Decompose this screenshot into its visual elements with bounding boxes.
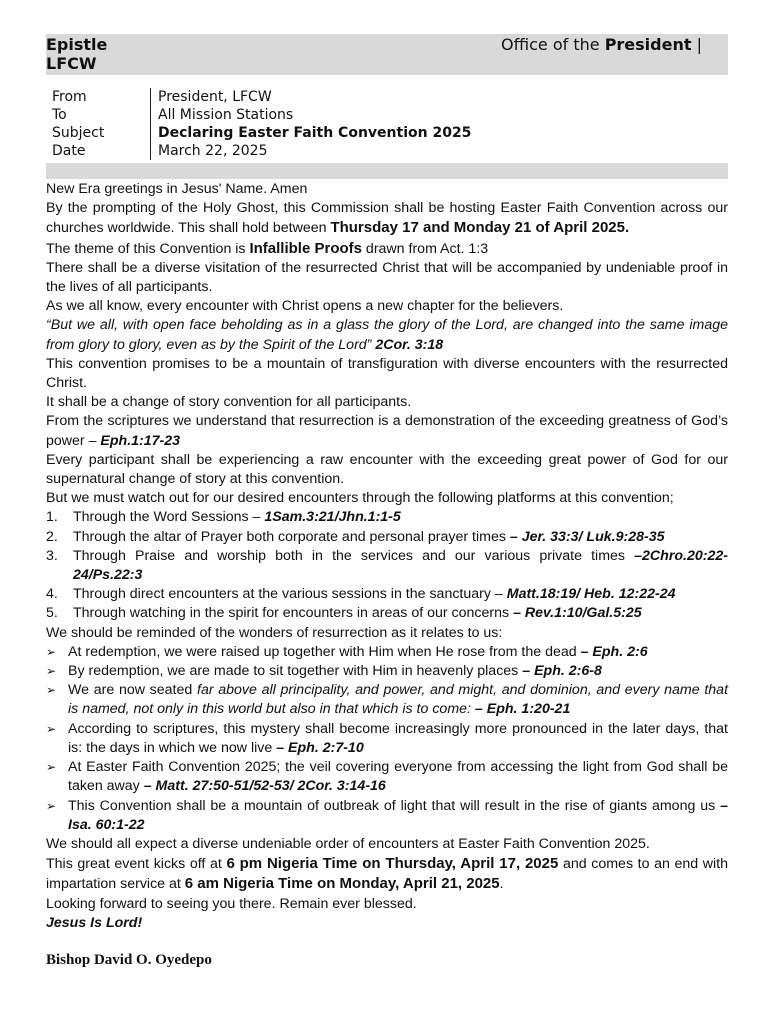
memo-row-subject [52, 124, 728, 142]
scripture-reference: Matt.18:19/ Heb. 12:22-24 [506, 586, 676, 603]
paragraph-text: . [499, 876, 504, 893]
scripture-reference: – Matt. 27:50-51/52-53/ 2Cor. 3:14-16 [143, 778, 386, 795]
list-item [46, 662, 728, 681]
paragraph-theme [46, 239, 728, 259]
scripture-reference: – Eph. 2:6 [580, 643, 648, 660]
arrow-bullet-icon: ➢ [46, 760, 57, 775]
scripture-reference: – Jer. 33:3/ Luk.9:28-35 [509, 528, 665, 545]
scripture-reference: Eph.1:17-23 [100, 432, 181, 449]
end-time: 6 am Nigeria Time on Monday, April 21, 2025 [184, 875, 500, 893]
paragraph-visitation: There shall be a diverse visitation of the resurrected Christ that will be accompanied by undeniable proof in the lives of all participants. [46, 259, 728, 296]
list-item-text: Through Praise and worship both in the services and our various private times [73, 547, 635, 564]
list-item-text: We are now seated [68, 682, 197, 699]
paragraph-text: From the scriptures we understand that resurrection is a demonstration of the exceeding greatness of God’s power – [46, 413, 728, 449]
arrow-bullet-icon: ➢ [46, 664, 57, 679]
paragraph-platforms-intro: But we must watch out for our desired encounters through the following platforms at this convention; [46, 490, 674, 507]
scripture-reference: – Rev.1:10/Gal.5:25 [513, 605, 642, 622]
memo-row-date [52, 142, 728, 160]
list-item [46, 585, 728, 604]
header-office-bold: President [604, 35, 692, 54]
arrow-bullet-icon: ➢ [46, 644, 57, 659]
paragraph-raw-encounter: Every participant shall be experiencing a raw encounter with the exceeding great power of God for our supernatural change of story at this convention. [46, 451, 728, 488]
list-item [46, 508, 728, 527]
wonders-list [46, 643, 728, 835]
scripture-reference: – Eph. 2:7-10 [276, 739, 364, 756]
greeting: New Era greetings in Jesus' Name. Amen [46, 181, 308, 197]
scripture-reference: – Isa. 60:1-22 [68, 797, 728, 833]
list-item [46, 604, 728, 623]
paragraph-text: drawn from Act. 1:3 [361, 240, 489, 257]
header-title-line1: Epistle [46, 35, 108, 54]
scripture-reference: – Eph. 2:6-8 [522, 663, 602, 680]
arrow-bullet-icon: ➢ [46, 721, 57, 736]
letter-body [46, 180, 728, 933]
header-office [501, 35, 702, 54]
paragraph-resurrection-power [46, 412, 728, 450]
list-item-text: Through the Word Sessions – [73, 509, 265, 526]
quote-text: “But we all, with open face beholding as in a glass the glory of the Lord, are changed into the same image from glory to glory, even as by the Spirit of the Lord” [46, 317, 728, 353]
list-number: 4. [46, 586, 58, 603]
scripture-reference: 1Sam.3:21/Jhn.1:1-5 [264, 509, 401, 526]
paragraph-closing-wish: Looking forward to seeing you there. Remain ever blessed. [46, 895, 417, 912]
platforms-list [46, 508, 728, 623]
list-item-text: Through the altar of Prayer both corporate and personal prayer times [73, 528, 510, 545]
list-number: 3. [46, 547, 58, 564]
arrow-bullet-icon: ➢ [46, 683, 57, 698]
list-item [46, 643, 728, 662]
memo-to-label: To [52, 107, 67, 123]
paragraph-convention-dates [46, 199, 728, 238]
paragraph-change-of-story: It shall be a change of story convention for all participants. [46, 394, 412, 411]
list-item [46, 547, 728, 585]
quote-reference: 2Cor. 3:18 [375, 336, 444, 353]
memo-date-label: Date [52, 143, 86, 159]
scripture-reference: – Eph. 1:20-21 [474, 701, 571, 718]
memo-block [52, 88, 728, 160]
list-item [46, 681, 728, 719]
paragraph-text: By the prompting of the Holy Ghost, this Commission shall be hosting Easter Faith Convention across our churches worldwide. This shall hold between [46, 200, 728, 237]
list-item-text: This Convention shall be a mountain of outbreak of light that will result in the rise of giants among us [68, 797, 721, 814]
memo-date-value: March 22, 2025 [150, 142, 728, 160]
memo-to-value: All Mission Stations [150, 106, 728, 124]
list-number: 5. [46, 605, 58, 622]
paragraph-wonders-intro: We should be reminded of the wonders of resurrection as it relates to us: [46, 624, 503, 641]
memo-subject-value: Declaring Easter Faith Convention 2025 [150, 124, 728, 142]
paragraph-encounter: As we all know, every encounter with Christ opens a new chapter for the believers. [46, 298, 564, 315]
list-item-italic-text: far above all principality, and power, and might, and dominion, and every name that is named, not only in this world but also in that which is to come: [68, 682, 729, 718]
closing-line: Jesus Is Lord! [46, 914, 143, 931]
epistle-header [46, 34, 728, 75]
paragraph-event-times [46, 854, 728, 894]
list-item [46, 797, 728, 835]
paragraph-expectation: We should all expect a diverse undeniable order of encounters at Easter Faith Convention 2025. [46, 835, 650, 852]
scripture-reference: –2Chro.20:22-24/Ps.22:3 [73, 547, 728, 584]
paragraph-text: The theme of this Convention is [46, 240, 250, 257]
header-title [46, 35, 107, 73]
scripture-quote [46, 316, 728, 354]
header-office-suffix: | [691, 35, 702, 54]
convention-theme: Infallible Proofs [249, 239, 362, 257]
memo-from-value: President, LFCW [150, 88, 728, 106]
start-time: 6 pm Nigeria Time on Thursday, April 17, 2025 [226, 855, 559, 873]
list-item-text: According to scriptures, this mystery shall become increasingly more pronounced in the later days, that is: the days in which we now live [68, 720, 728, 756]
convention-dates: Thursday 17 and Monday 21 of April 2025. [330, 219, 630, 237]
memo-subject-label: Subject [52, 125, 105, 141]
list-item [46, 528, 728, 547]
memo-from-label: From [52, 89, 87, 105]
paragraph-text: This great event kicks off at [46, 856, 227, 873]
list-item [46, 758, 728, 796]
arrow-bullet-icon: ➢ [46, 798, 57, 813]
memo-row-to [52, 106, 728, 124]
list-item-text: At redemption, we were raised up together with Him when He rose from the dead [68, 643, 581, 660]
paragraph-text: and comes to an end with impartation service at [46, 856, 729, 893]
list-item-text: Through watching in the spirit for encounters in areas of our concerns [73, 605, 514, 622]
list-number: 2. [46, 528, 58, 545]
paragraph-transfiguration: This convention promises to be a mountain of transfiguration with diverse encounters with the resurrected Christ. [46, 355, 728, 392]
header-office-prefix: Office of the [501, 35, 605, 54]
document-page [46, 34, 728, 970]
list-item-text: Through direct encounters at the various sessions in the sanctuary – [73, 586, 507, 603]
list-item [46, 720, 728, 758]
separator-bar [46, 163, 728, 179]
signature: Bishop David O. Oyedepo [46, 951, 212, 968]
header-title-line2: LFCW [46, 54, 97, 73]
list-item-text: By redemption, we are made to sit together with Him in heavenly places [68, 663, 523, 680]
memo-row-from [52, 88, 728, 106]
list-item-text: At Easter Faith Convention 2025; the veil covering everyone from accessing the light from God shall be taken away [68, 759, 728, 795]
list-number: 1. [46, 509, 58, 526]
